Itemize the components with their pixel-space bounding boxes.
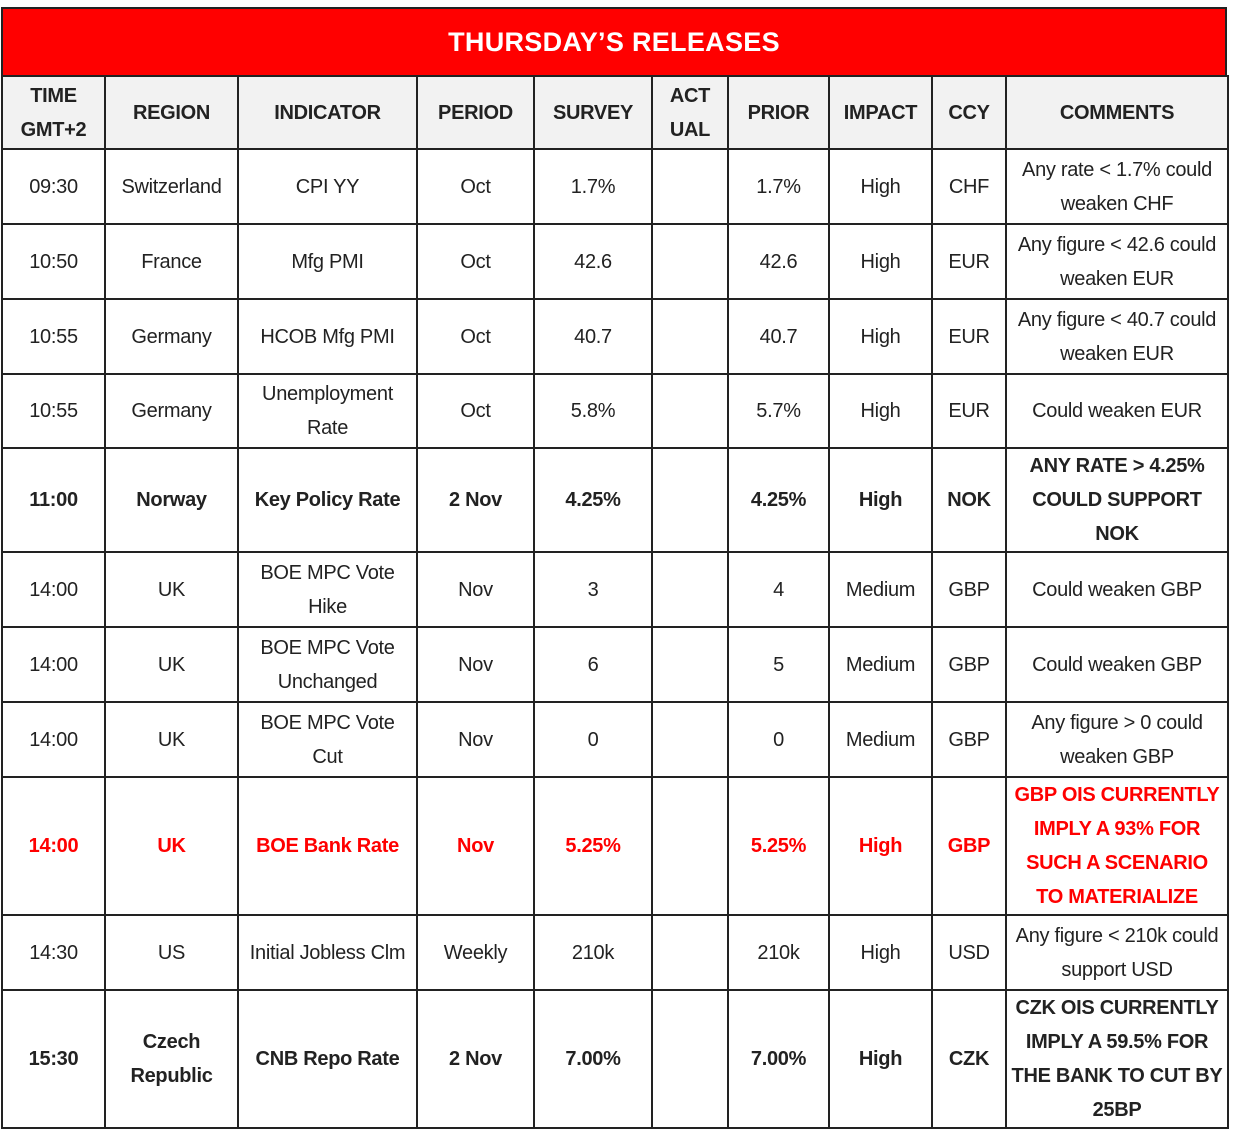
column-header-comments: COMMENTS: [1006, 76, 1228, 149]
cell-period: Nov: [417, 702, 534, 777]
cell-period: 2 Nov: [417, 990, 534, 1128]
cell-survey: 210k: [534, 915, 652, 990]
cell-indicator: HCOB Mfg PMI: [238, 299, 417, 374]
cell-period: Weekly: [417, 915, 534, 990]
header-row: [2, 76, 1228, 149]
cell-impact: High: [829, 777, 932, 915]
cell-comments: Any figure < 42.6 could weaken EUR: [1006, 224, 1228, 299]
cell-region: UK: [105, 552, 238, 627]
cell-prior: 40.7: [728, 299, 829, 374]
cell-impact: High: [829, 299, 932, 374]
cell-ccy: GBP: [932, 777, 1006, 915]
cell-period: Nov: [417, 777, 534, 915]
cell-comments: Any rate < 1.7% could weaken CHF: [1006, 149, 1228, 224]
cell-actual: [652, 552, 728, 627]
cell-impact: Medium: [829, 702, 932, 777]
cell-time: 15:30: [2, 990, 105, 1128]
cell-ccy: NOK: [932, 448, 1006, 552]
cell-indicator: CNB Repo Rate: [238, 990, 417, 1128]
cell-impact: High: [829, 374, 932, 448]
cell-actual: [652, 915, 728, 990]
column-header-actual: ACT UAL: [652, 76, 728, 149]
cell-prior: 5.25%: [728, 777, 829, 915]
table-row: [2, 448, 1228, 552]
cell-prior: 7.00%: [728, 990, 829, 1128]
cell-comments: Could weaken GBP: [1006, 552, 1228, 627]
cell-survey: 5.25%: [534, 777, 652, 915]
cell-indicator: BOE MPC Vote Hike: [238, 552, 417, 627]
cell-region: Switzerland: [105, 149, 238, 224]
cell-comments: Could weaken GBP: [1006, 627, 1228, 702]
cell-time: 11:00: [2, 448, 105, 552]
cell-actual: [652, 299, 728, 374]
cell-region: UK: [105, 777, 238, 915]
cell-impact: High: [829, 149, 932, 224]
cell-ccy: EUR: [932, 374, 1006, 448]
cell-survey: 40.7: [534, 299, 652, 374]
cell-region: France: [105, 224, 238, 299]
cell-indicator: Unemployment Rate: [238, 374, 417, 448]
column-header-indicator: INDICATOR: [238, 76, 417, 149]
cell-comments: Could weaken EUR: [1006, 374, 1228, 448]
cell-impact: High: [829, 990, 932, 1128]
cell-survey: 0: [534, 702, 652, 777]
releases-table-container: [1, 7, 1227, 1129]
cell-impact: High: [829, 915, 932, 990]
cell-time: 14:00: [2, 702, 105, 777]
cell-region: Czech Republic: [105, 990, 238, 1128]
cell-survey: 3: [534, 552, 652, 627]
cell-period: 2 Nov: [417, 448, 534, 552]
cell-impact: High: [829, 448, 932, 552]
cell-survey: 7.00%: [534, 990, 652, 1128]
cell-survey: 42.6: [534, 224, 652, 299]
cell-survey: 1.7%: [534, 149, 652, 224]
cell-region: Germany: [105, 374, 238, 448]
cell-actual: [652, 149, 728, 224]
table-title: THURSDAY’S RELEASES: [1, 7, 1227, 75]
cell-period: Oct: [417, 149, 534, 224]
table-row: [2, 777, 1228, 915]
cell-period: Oct: [417, 374, 534, 448]
column-header-survey: SURVEY: [534, 76, 652, 149]
cell-prior: 5: [728, 627, 829, 702]
cell-time: 09:30: [2, 149, 105, 224]
cell-time: 14:00: [2, 777, 105, 915]
cell-comments: Any figure < 40.7 could weaken EUR: [1006, 299, 1228, 374]
cell-ccy: CZK: [932, 990, 1006, 1128]
cell-survey: 5.8%: [534, 374, 652, 448]
cell-region: Norway: [105, 448, 238, 552]
cell-comments: ANY RATE > 4.25% COULD SUPPORT NOK: [1006, 448, 1228, 552]
cell-indicator: BOE MPC Vote Cut: [238, 702, 417, 777]
cell-period: Nov: [417, 627, 534, 702]
column-header-period: PERIOD: [417, 76, 534, 149]
table-row: [2, 224, 1228, 299]
cell-actual: [652, 990, 728, 1128]
cell-ccy: GBP: [932, 552, 1006, 627]
cell-time: 14:00: [2, 627, 105, 702]
cell-region: UK: [105, 702, 238, 777]
cell-indicator: Initial Jobless Clm: [238, 915, 417, 990]
cell-impact: Medium: [829, 627, 932, 702]
cell-prior: 1.7%: [728, 149, 829, 224]
table-row: [2, 915, 1228, 990]
cell-actual: [652, 777, 728, 915]
table-row: [2, 990, 1228, 1128]
table-row: [2, 702, 1228, 777]
cell-prior: 42.6: [728, 224, 829, 299]
column-header-prior: PRIOR: [728, 76, 829, 149]
releases-table: [1, 75, 1229, 1129]
cell-comments: CZK OIS CURRENTLY IMPLY A 59.5% FOR THE BANK TO CUT BY 25BP: [1006, 990, 1228, 1128]
table-row: [2, 149, 1228, 224]
cell-region: US: [105, 915, 238, 990]
cell-survey: 4.25%: [534, 448, 652, 552]
cell-ccy: GBP: [932, 702, 1006, 777]
cell-comments: Any figure > 0 could weaken GBP: [1006, 702, 1228, 777]
cell-ccy: GBP: [932, 627, 1006, 702]
column-header-time: TIME GMT+2: [2, 76, 105, 149]
cell-ccy: EUR: [932, 224, 1006, 299]
cell-actual: [652, 374, 728, 448]
cell-impact: Medium: [829, 552, 932, 627]
table-row: [2, 552, 1228, 627]
table-row: [2, 299, 1228, 374]
cell-time: 10:50: [2, 224, 105, 299]
cell-ccy: USD: [932, 915, 1006, 990]
cell-actual: [652, 224, 728, 299]
cell-impact: High: [829, 224, 932, 299]
cell-time: 10:55: [2, 374, 105, 448]
cell-actual: [652, 627, 728, 702]
cell-time: 14:00: [2, 552, 105, 627]
cell-actual: [652, 702, 728, 777]
cell-prior: 5.7%: [728, 374, 829, 448]
cell-survey: 6: [534, 627, 652, 702]
cell-prior: 210k: [728, 915, 829, 990]
cell-ccy: CHF: [932, 149, 1006, 224]
cell-region: UK: [105, 627, 238, 702]
cell-ccy: EUR: [932, 299, 1006, 374]
cell-prior: 4.25%: [728, 448, 829, 552]
column-header-ccy: CCY: [932, 76, 1006, 149]
cell-comments: Any figure < 210k could support USD: [1006, 915, 1228, 990]
cell-prior: 0: [728, 702, 829, 777]
column-header-impact: IMPACT: [829, 76, 932, 149]
column-header-region: REGION: [105, 76, 238, 149]
cell-actual: [652, 448, 728, 552]
cell-comments: GBP OIS CURRENTLY IMPLY A 93% FOR SUCH A SCENARIO TO MATERIALIZE: [1006, 777, 1228, 915]
cell-period: Oct: [417, 299, 534, 374]
cell-indicator: Key Policy Rate: [238, 448, 417, 552]
cell-prior: 4: [728, 552, 829, 627]
cell-indicator: BOE Bank Rate: [238, 777, 417, 915]
cell-region: Germany: [105, 299, 238, 374]
cell-indicator: CPI YY: [238, 149, 417, 224]
cell-time: 10:55: [2, 299, 105, 374]
cell-indicator: Mfg PMI: [238, 224, 417, 299]
cell-indicator: BOE MPC Vote Unchanged: [238, 627, 417, 702]
cell-time: 14:30: [2, 915, 105, 990]
table-row: [2, 627, 1228, 702]
table-row: [2, 374, 1228, 448]
cell-period: Nov: [417, 552, 534, 627]
cell-period: Oct: [417, 224, 534, 299]
